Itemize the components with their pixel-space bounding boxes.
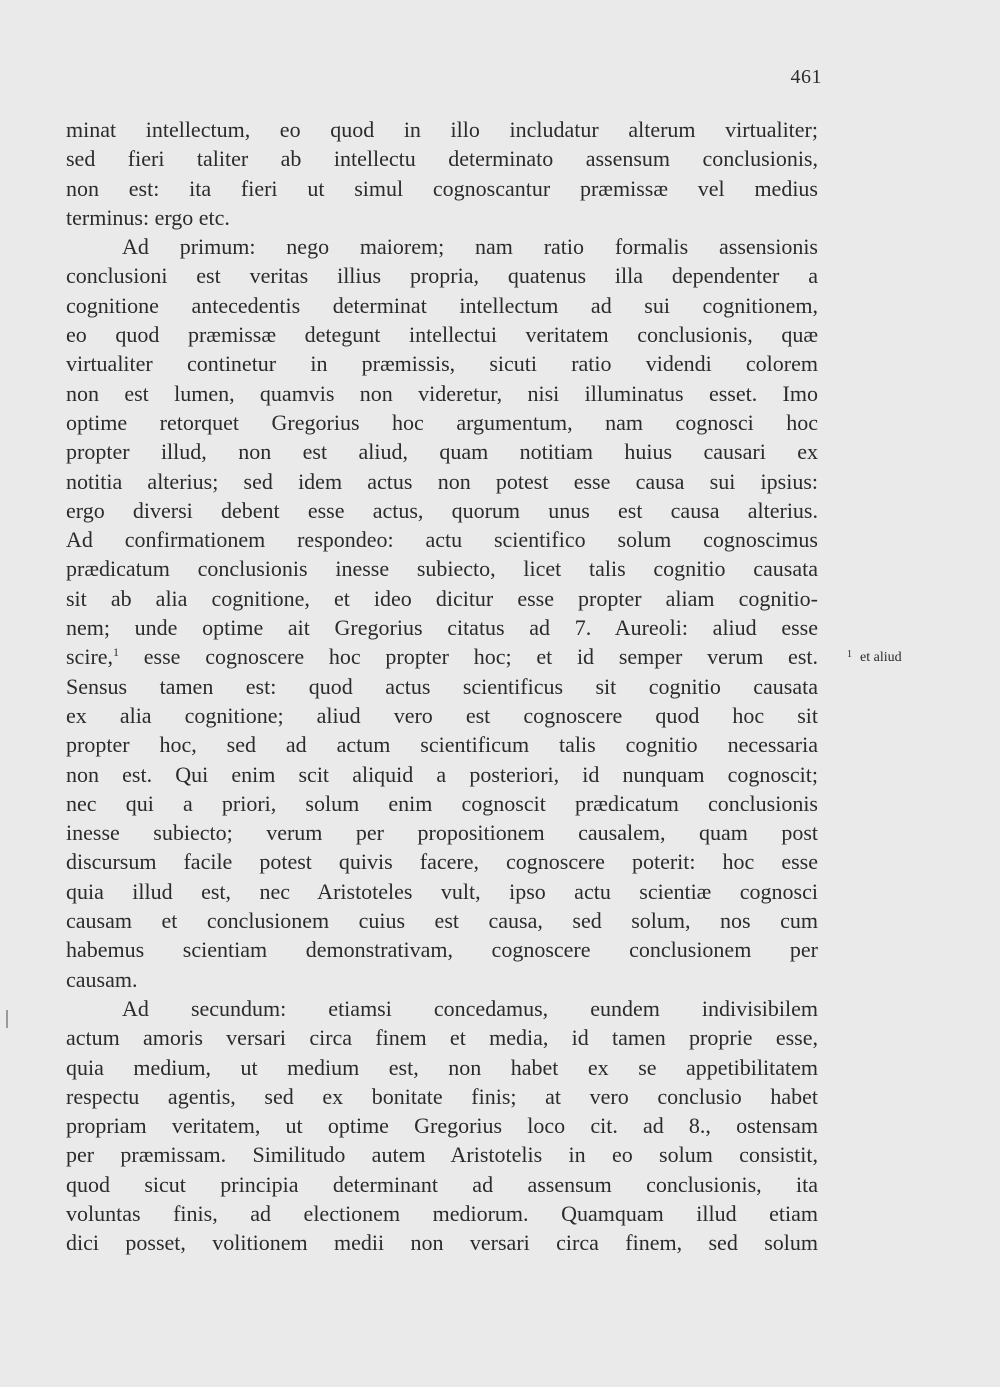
text-line [66, 232, 818, 261]
line-text: causam. [66, 966, 138, 992]
text-line [66, 847, 818, 876]
line-text-rest: esse cognoscere hoc propter hoc; et id semper verum est. [119, 644, 818, 670]
text-line [66, 760, 818, 789]
text-line [66, 730, 818, 759]
line-text: eo quod præmissæ detegunt intellectui veritatem conclusionis, quæ [66, 322, 818, 348]
line-text: ergo diversi debent esse actus, quorum unus est causa alterius. [66, 497, 818, 523]
text-line [66, 174, 818, 203]
line-text: prædicatum conclusionis inesse subiecto, licet talis cognitio causata [66, 556, 818, 582]
line-text: nem; unde optime ait Gregorius citatus ad 7. Aureoli: aliud esse [66, 615, 818, 641]
line-text: ex alia cognitione; aliud vero est cognoscere quod hoc sit [66, 702, 818, 728]
text-line [66, 467, 818, 496]
line-text: Ad confirmationem respondeo: actu scientifico solum cognoscimus [66, 527, 818, 553]
line-text: non est. Qui enim scit aliquid a posteriori, id nunquam cognoscit; [66, 761, 818, 787]
footnote-mark: 1 [847, 649, 852, 660]
line-text: virtualiter continetur in præmissis, sicuti ratio videndi colorem [66, 351, 818, 377]
text-line [66, 994, 818, 1023]
line-text: propter hoc, sed ad actum scientificum talis cognitio necessaria [66, 732, 818, 758]
line-text: sit ab alia cognitione, et ideo dicitur esse propter aliam cognitio- [66, 585, 818, 611]
text-line [66, 1199, 818, 1228]
text-line [66, 613, 818, 642]
text-line [66, 642, 818, 671]
line-text: cognitione antecedentis determinat intellectum ad sui cognitionem, [66, 292, 818, 318]
text-line [66, 701, 818, 730]
line-text: per præmissam. Similitudo autem Aristotelis in eo solum consistit, [66, 1142, 818, 1168]
line-text: non est: ita fieri ut simul cognoscantur præmissæ vel medius [66, 175, 818, 201]
page-number: 461 [790, 66, 822, 88]
text-line [66, 935, 818, 964]
text-line [66, 379, 818, 408]
text-line [66, 818, 818, 847]
text-line [66, 144, 818, 173]
text-line [66, 496, 818, 525]
text-line [66, 1082, 818, 1111]
line-text: Ad primum: nego maiorem; nam ratio formalis assensionis [122, 234, 818, 260]
line-text: non est lumen, quamvis non videretur, nisi illuminatus esset. Imo [66, 380, 818, 406]
line-text: minat intellectum, eo quod in illo includatur alterum virtualiter; [66, 117, 818, 142]
line-text: conclusioni est veritas illius propria, quatenus illa dependenter a [66, 263, 818, 289]
line-text: inesse subiecto; verum per propositionem causalem, quam post [66, 820, 818, 846]
text-line [66, 554, 818, 583]
text-line [66, 437, 818, 466]
text-line [66, 1170, 818, 1199]
text-line [66, 965, 818, 994]
margin-note [847, 649, 902, 666]
line-text: dici posset, volitionem medii non versari circa finem, sed solum [66, 1230, 818, 1256]
line-text: quia medium, ut medium est, non habet ex se appetibilitatem [66, 1054, 818, 1080]
line-text: quia illud est, nec Aristoteles vult, ipso actu scientiæ cognosci [66, 878, 818, 904]
text-line [66, 261, 818, 290]
line-text: habemus scientiam demonstrativam, cognoscere conclusionem per [66, 937, 818, 963]
line-text: respectu agentis, sed ex bonitate finis; at vero conclusio habet [66, 1083, 818, 1109]
text-line [66, 584, 818, 613]
text-line [66, 115, 818, 144]
text-line [66, 1111, 818, 1140]
text-line [66, 877, 818, 906]
line-text: quod sicut principia determinant ad assensum conclusionis, ita [66, 1171, 818, 1197]
line-text: nec qui a priori, solum enim cognoscit prædicatum conclusionis [66, 790, 818, 816]
text-line [66, 906, 818, 935]
text-line [66, 1140, 818, 1169]
text-line [66, 320, 818, 349]
text-line [66, 349, 818, 378]
text-line [66, 525, 818, 554]
margin-note-text: et aliud [860, 650, 902, 665]
body-text [66, 115, 818, 1258]
line-text: terminus: ergo etc. [66, 204, 230, 230]
text-line [66, 1023, 818, 1052]
text-line [66, 291, 818, 320]
text-line [66, 1228, 818, 1257]
text-line [66, 408, 818, 437]
line-text: scire, [66, 644, 114, 670]
text-line [66, 203, 818, 232]
line-text: propter illud, non est aliud, quam notitiam huius causari ex [66, 439, 818, 465]
text-line [66, 672, 818, 701]
line-text: causam et conclusionem cuius est causa, sed solum, nos cum [66, 908, 818, 934]
line-text: notitia alterius; sed idem actus non potest esse causa sui ipsius: [66, 468, 818, 494]
text-line [66, 789, 818, 818]
line-text: propriam veritatem, ut optime Gregorius loco cit. ad 8., ostensam [66, 1113, 818, 1139]
line-text: Sensus tamen est: quod actus scientificus sit cognitio causata [66, 673, 818, 699]
line-text: optime retorquet Gregorius hoc argumentum, nam cognosci hoc [66, 409, 818, 435]
line-text: sed fieri taliter ab intellectu determinato assensum conclusionis, [66, 146, 818, 172]
line-text: actum amoris versari circa finem et media, id tamen proprie esse, [66, 1025, 818, 1051]
text-line [66, 1053, 818, 1082]
line-text: discursum facile potest quivis facere, cognoscere poterit: hoc esse [66, 849, 818, 875]
page-edge-mark [6, 1010, 8, 1028]
footnote-reference: 1 [113, 645, 120, 660]
line-text: voluntas finis, ad electionem mediorum. Quamquam illud etiam [66, 1200, 818, 1226]
line-text: Ad secundum: etiamsi concedamus, eundem indivisibilem [122, 995, 818, 1021]
